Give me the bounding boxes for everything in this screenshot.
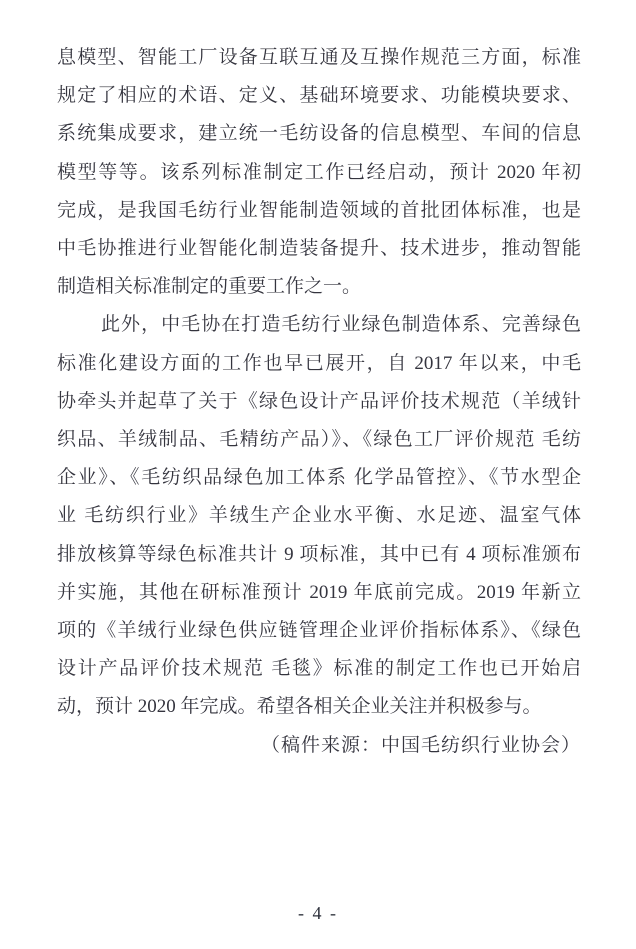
text-line: 制造相关标准制定的重要工作之一。	[57, 276, 362, 298]
text-line: 此外，中毛协在打造毛纺行业绿色制造体系、完善绿色	[101, 314, 581, 336]
text-line: 并实施，其他在研标准预计 2019 年底前完成。2019 年新立	[57, 581, 581, 603]
text-line: 标准化建设方面的工作也早已展开，自 2017 年以来，中毛	[57, 352, 581, 374]
text-line: 协牵头并起草了关于《绿色设计产品评价技术规范（羊绒针	[57, 390, 581, 412]
text-line: 项的《羊绒行业绿色供应链管理企业评价指标体系》、《绿色	[57, 620, 581, 642]
page-number: - 4 -	[298, 903, 338, 923]
text-line: 动，预计 2020 年完成。希望各相关企业关注并积极参与。	[57, 696, 542, 718]
text-line: 织品、羊绒制品、毛精纺产品）》、《绿色工厂评价规范 毛纺	[57, 429, 581, 451]
attribution-line: （稿件来源：中国毛纺织行业协会）	[260, 734, 581, 756]
text-line: 业 毛纺织行业》羊绒生产企业水平衡、水足迹、温室气体	[57, 505, 581, 527]
text-block	[57, 39, 581, 765]
text-line: 息模型、智能工厂设备互联互通及互操作规范三方面，标准	[57, 47, 581, 68]
text-line: 模型等等。该系列标准制定工作已经启动，预计 2020 年初	[57, 161, 581, 183]
text-line: 规定了相应的术语、定义、基础环境要求、功能模块要求、	[57, 85, 581, 107]
text-line: 企业》、《毛纺织品绿色加工体系 化学品管控》、《节水型企	[57, 467, 581, 489]
text-line: 中毛协推进行业智能化制造装备提升、技术进步，推动智能	[57, 238, 581, 260]
text-line: 完成，是我国毛纺行业智能制造领域的首批团体标准，也是	[57, 199, 581, 221]
text-line: 系统集成要求，建立统一毛纺设备的信息模型、车间的信息	[57, 123, 581, 145]
text-line: 排放核算等绿色标准共计 9 项标准，其中已有 4 项标准颁布	[57, 543, 581, 565]
text-line: 设计产品评价技术规范 毛毯》标准的制定工作也已开始启	[57, 658, 581, 680]
